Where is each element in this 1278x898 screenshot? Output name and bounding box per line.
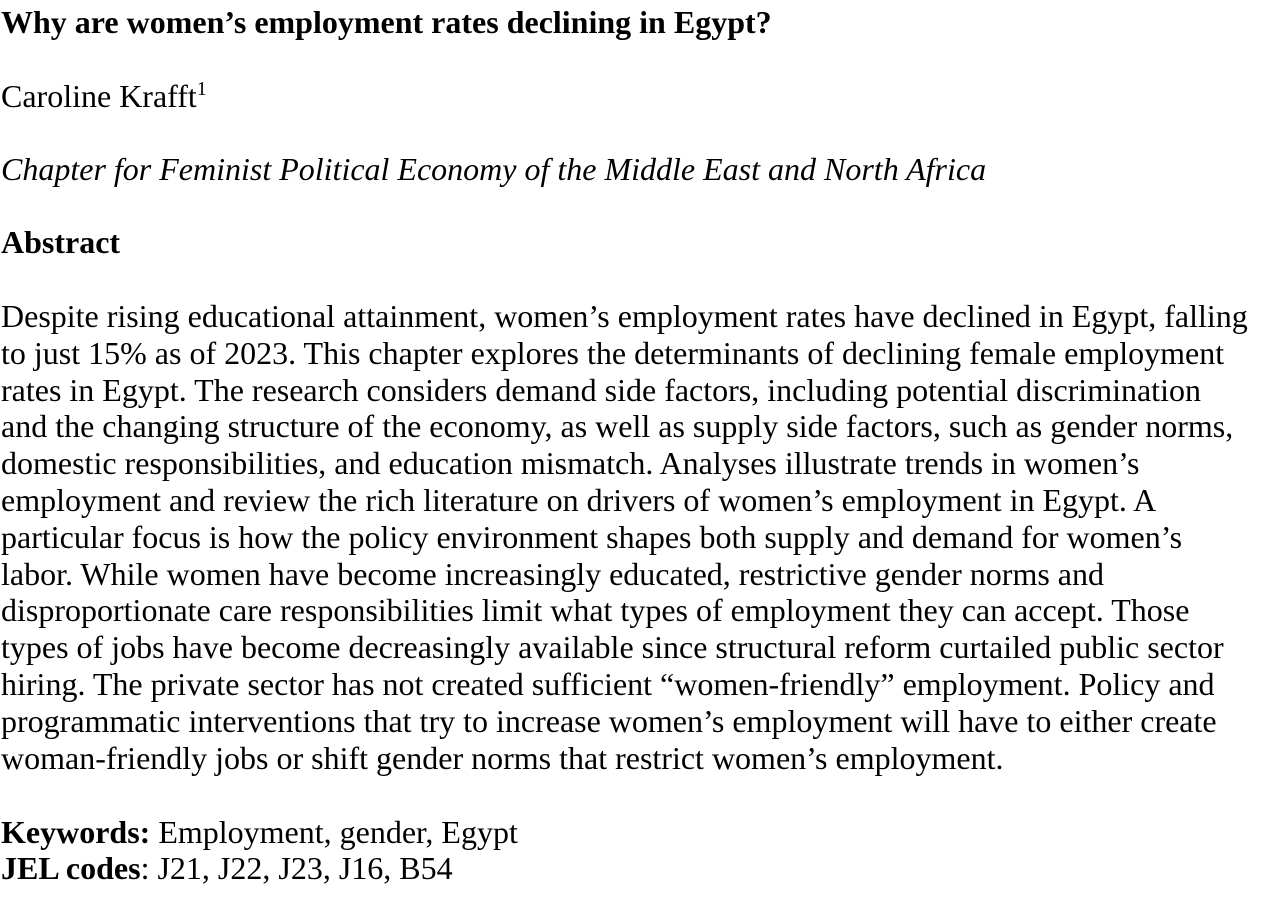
abstract-body <box>1 298 1271 776</box>
abstract-line: woman-friendly jobs or shift gender norms that restrict women’s employment. <box>1 739 1004 776</box>
abstract-line: types of jobs have become decreasingly available since structural reform curtailed public sector <box>1 629 1224 666</box>
abstract-line: disproportionate care responsibilities limit what types of employment they can accept. Those <box>1 592 1190 629</box>
abstract-line: employment and review the rich literature on drivers of women’s employment in Egypt. A <box>1 481 1157 518</box>
abstract-line: domestic responsibilities, and education mismatch. Analyses illustrate trends in women’s <box>1 445 1140 482</box>
abstract-line: Despite rising educational attainment, women’s employment rates have declined in Egypt, falling <box>1 298 1248 334</box>
author-line <box>1 78 207 115</box>
abstract-heading: Abstract <box>1 224 121 260</box>
abstract-line: labor. While women have become increasingly educated, restrictive gender norms and <box>1 555 1104 592</box>
jel-codes-value: : J21, J22, J23, J16, B54 <box>140 850 453 886</box>
author-footnote-marker[interactable]: 1 <box>196 78 207 100</box>
abstract-line: and the changing structure of the economy, as well as supply side factors, such as gender norms, <box>1 408 1234 445</box>
abstract-line: programmatic interventions that try to increase women’s employment will have to either create <box>1 702 1217 739</box>
abstract-line: particular focus is how the policy environment shapes both supply and demand for women’s <box>1 518 1183 555</box>
jel-codes-line <box>1 850 453 887</box>
abstract-line: rates in Egypt. The research considers demand side factors, including potential discrimination <box>1 371 1201 408</box>
keywords-value: Employment, gender, Egypt <box>150 814 518 850</box>
keywords-label: Keywords: <box>1 814 151 850</box>
author-name: Caroline Krafft <box>1 78 197 114</box>
chapter-note: Chapter for Feminist Political Economy of the Middle East and North Africa <box>1 151 987 187</box>
keywords-line <box>1 814 518 851</box>
abstract-line: to just 15% as of 2023. This chapter explores the determinants of declining female employment <box>1 334 1225 371</box>
paper-title: Why are women’s employment rates declining in Egypt? <box>1 4 772 40</box>
jel-codes-label: JEL codes <box>1 850 141 886</box>
abstract-line: hiring. The private sector has not created sufficient “women-friendly” employment. Policy and <box>1 665 1215 702</box>
